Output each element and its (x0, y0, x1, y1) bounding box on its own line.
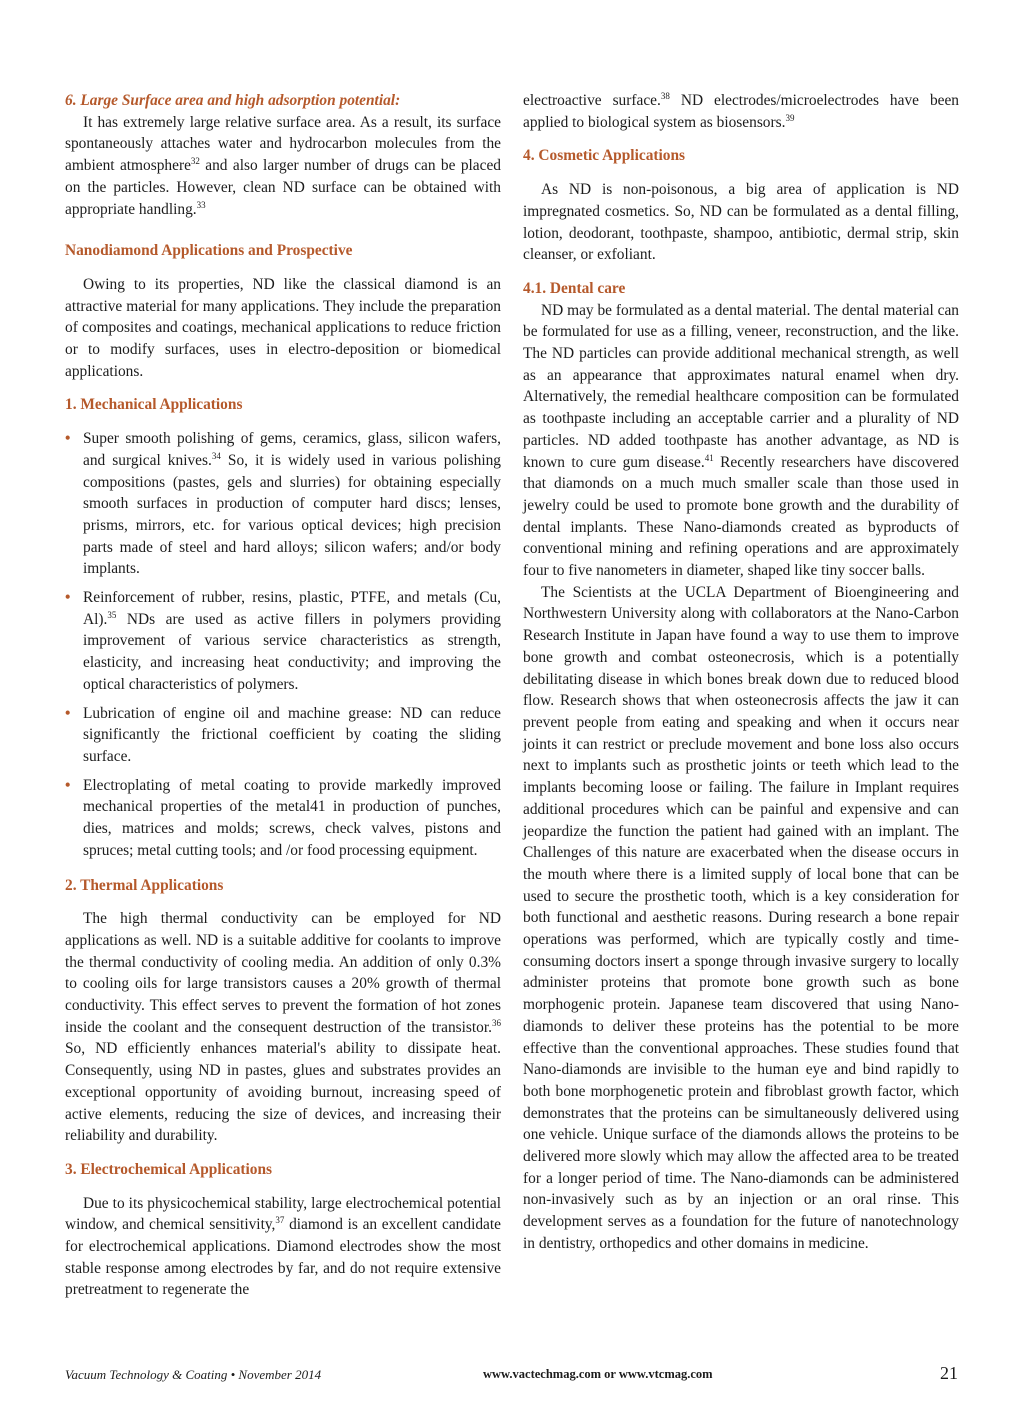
heading-nanodiamond-applications: Nanodiamond Applications and Prospective (65, 242, 353, 260)
right-column (523, 90, 959, 1255)
list-item: • Super smooth polishing of gems, ceramics, glass, silicon wafers, and surgical knives.$^{34}$ So, it is widely used in various polishing compositions (pastes, gels and slurries) for obtaining especially smooth surfaces in production of computer hard discs; lenses, prisms, mirrors, etc. for various optical devices; high precision parts made of steel and hard alloys; silicon wafers; and/or body implants. (65, 430, 502, 578)
heading-mechanical-applications: 1. Mechanical Applications (65, 396, 243, 414)
bullet-icon: • (65, 589, 71, 607)
bullet-icon: • (65, 776, 71, 794)
heading-large-surface: 6. Large Surface area and high adsorption potential: (65, 92, 401, 109)
heading-cosmetic-applications: 4. Cosmetic Applications (523, 147, 686, 165)
heading-thermal-applications: 2. Thermal Applications (65, 876, 224, 894)
list-item: • Lubrication of engine oil and machine grease: ND can reduce significantly the frictional coefficient by coating the sliding surface. (65, 704, 501, 765)
footer-url: www.vactechmag.com or www.vtcmag.com (483, 1367, 713, 1381)
bullet-icon: • (65, 430, 71, 448)
paragraph-electrochemical-continued: electroactive surface.$^{38}$ ND electrodes/microelectrodes have been applied to biological system as biosensors.$^{39}$ (523, 90, 959, 131)
paragraph-large-surface: It has extremely large relative surface area. As a result, its surface spontaneously attaches water and hydrocarbon molecules from the ambient atmosphere$^{32}$ and also larger number of drugs can be placed on the particles. However, clean ND surface can be obtained with appropriate handling.$^{33}$ (65, 113, 502, 218)
paragraph-cosmetic: As ND is non-poisonous, a big area of application is ND impregnated cosmetics. So, ND can be formulated as a dental filling, lotion, deodorant, toothpaste, shampoo, antibiotic, dermal strip, skin cleanser, or exfoliant. (523, 181, 959, 264)
page-number: 21 (940, 1363, 958, 1383)
bullet-icon: • (65, 704, 71, 722)
paragraph-ucla-research: The Scientists at the UCLA Department of Bioengineering and Northwestern University along with collaborators at the Nano-Carbon Research Institute in Japan have found a way to use them to improve bone growth and combat osteonecrosis, which is a potentially debilitating disease in which bones break down due to reduced blood flow. Research shows that when osteonecrosis affects the jaw it can prevent people from eating and speaking and when it occurs near joints it can restrict or preclude movement and bone loss also occurs next to implants such as prosthetic joints or teeth which lead to the implants becoming loose or failing. The failure in Implant requires additional procedures which can be painful and expensive and can jeopardize the function the patient had gained with an implant. The Challenges of this nature are exacerbated when the disease occurs in the mouth where there is a limited supply of local bone that can be used to secure the prosthetic tooth, which is a key consideration for both functional and aesthetic reasons. During research a bone repair operations was performed, which are typically costly and time-consuming doctors insert a sponge through invasive surgery to locally administer proteins that promote bone growth such as bone morphogenic protein. Japanese team discovered that using Nano-diamonds to deliver these proteins has the potential to be more effective than the conventional approaches. These studies found that Nano-diamonds are invisible to the human eye and bind rapidly to both bone morphogenetic protein and fibroblast growth factor, which demonstrates that the proteins can be simultaneously delivered using one vehicle. Unique surface of the diamonds allows the proteins to be delivered more slowly which may allow the affected area to be treated for a longer period of time. The Nano-diamonds can be administered non-invasively such as by an injection or an oral rinse. This development serves as a foundation for the future of nanotechnology in dentistry, orthopedics and other domains in medicine. (523, 583, 959, 1252)
heading-electrochemical-applications: 3. Electrochemical Applications (65, 1160, 273, 1178)
left-column (65, 90, 501, 1301)
heading-dental-care: 4.1. Dental care (523, 279, 626, 297)
paragraph-thermal: The high thermal conductivity can be employed for ND applications as well. ND is a suitable additive for coolants to improve the thermal conductivity of cooling media. An addition of only 0.3% to cooling oils for large transistors causes a 20% growth of thermal conductivity. This effect serves to prevent the formation of hot zones inside the coolant and the consequent destruction of the transistor.$^{36}$ So, ND efficiently enhances material's ability to dissipate heat. Consequently, using ND in pastes, glues and substrates provides an exceptional opportunity of avoiding burnout, increasing speed of active elements, reducing the size of devices, and increasing their reliability and durability. (65, 910, 501, 1145)
paragraph-nanodiamond-applications: Owing to its properties, ND like the classical diamond is an attractive material for many applications. They include the preparation of composites and coatings, mechanical applications to reduce friction or to modify surfaces, uses in electro-deposition or biomedical applications. (65, 275, 501, 380)
footer-journal-date: Vacuum Technology & Coating • November 2014 (65, 1367, 322, 1382)
paragraph-dental-care: ND may be formulated as a dental material. The dental material can be formulated for use as a filling, veneer, reconstruction, and the like. The ND particles can provide additional mechanical strength, as well as an appearance that approximates natural enamel when dry. Alternatively, the remedial healthcare composition can be formulated as toothpaste including an acceptable carrier and a plurality of ND particles. ND added toothpaste has another advantage, as ND is known to cure gum disease.$^{41}$ Recently researchers have discovered that diamonds on a much much smaller scale than those used in jewelry could be used to promote bone growth and the durability of dental implants. These Nano-diamonds created as byproducts of conventional mining and refining operations and are approximately four to five nanometers in diameter, shaped like tiny soccer balls. (523, 301, 959, 580)
mechanical-list (65, 428, 501, 861)
paragraph-electrochemical: Due to its physicochemical stability, large electrochemical potential window, and chemical sensitivity,$^{37}$ diamond is an excellent candidate for electrochemical applications. Diamond electrodes show the most stable response among electrodes by far, and do not require extensive pretreatment to regenerate the (65, 1194, 501, 1299)
page-footer (65, 1365, 958, 1389)
list-item: • Reinforcement of rubber, resins, plastic, PTFE, and metals (Cu, Al).$^{35}$ NDs are used as active fillers in polymers providing improvement of various service characteristics as strength, elasticity, and increasing heat conductivity; and improving the optical characteristics of polymers. (65, 589, 501, 693)
list-item: • Electroplating of metal coating to provide markedly improved mechanical properties of the metal41 in production of punches, dies, matrices and molds; screws, check valves, pistons and spruces; metal cutting tools; and /or food processing equipment. (65, 776, 501, 859)
